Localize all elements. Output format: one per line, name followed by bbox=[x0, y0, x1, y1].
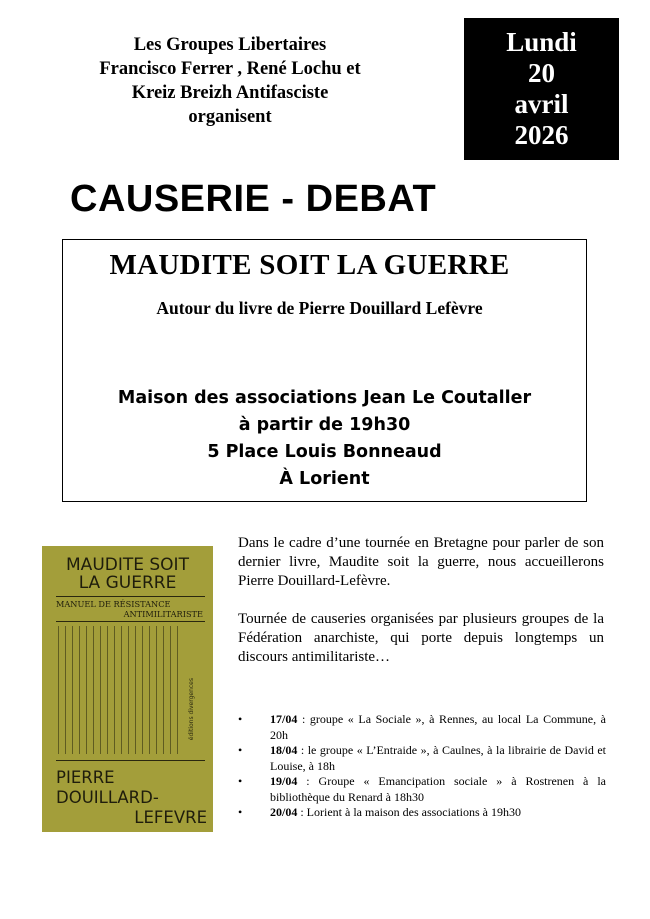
book-editor-label: éditions divergences bbox=[188, 678, 195, 741]
bullet-icon: • bbox=[238, 774, 243, 788]
bullet-icon: • bbox=[238, 743, 243, 757]
date-day: Lundi bbox=[506, 27, 577, 57]
tour-text: : Lorient à la maison des associations à 19h30 bbox=[297, 805, 521, 819]
book-title-line: LA GUERRE bbox=[78, 573, 177, 593]
book-cover-rule bbox=[56, 621, 205, 622]
date-number: 20 bbox=[528, 58, 555, 88]
tour-text: : le groupe « L’Entraide », à Caulnes, à la librairie de David et Louise, à 18h bbox=[270, 743, 606, 773]
description-paragraph: Dans le cadre d’une tournée en Bretagne pour parler de son dernier livre, Maudite soit la guerre, nous accueillerons Pierre Douillard-Lefèvre. bbox=[238, 535, 604, 589]
book-author-line: PIERRE bbox=[56, 768, 115, 787]
event-title: MAUDITE SOIT LA GUERRE bbox=[109, 249, 510, 281]
date-box bbox=[464, 18, 619, 160]
organizer-line: organisent bbox=[188, 107, 272, 127]
organizer-line: Francisco Ferrer , René Lochu et bbox=[99, 59, 361, 79]
organizer-line: Les Groupes Libertaires bbox=[133, 35, 327, 55]
event-subtitle: Autour du livre de Pierre Douillard Lefèvre bbox=[156, 298, 483, 318]
book-cover-author bbox=[56, 768, 207, 828]
bullet-icon: • bbox=[238, 805, 243, 819]
organizer-line: Kreiz Breizh Antifasciste bbox=[131, 83, 329, 103]
book-subtitle-line: ANTIMILITARISTE bbox=[123, 609, 203, 619]
tour-date: 17/04 bbox=[270, 712, 298, 726]
date-year: 2026 bbox=[514, 120, 569, 150]
tour-date: 18/04 bbox=[270, 743, 298, 757]
event-description bbox=[238, 534, 604, 667]
book-author-line: DOUILLARD- bbox=[56, 788, 159, 807]
book-title-line: MAUDITE SOIT bbox=[66, 555, 189, 575]
venue-name: Maison des associations Jean Le Coutaller bbox=[117, 388, 532, 408]
tour-text: : groupe « La Sociale », à Rennes, au local La Commune, à 20h bbox=[270, 712, 606, 742]
book-cover-rule bbox=[56, 596, 205, 597]
tour-text: : Groupe « Emancipation sociale » à Rostrenen à la bibliothèque du Renard à 18h30 bbox=[270, 774, 606, 804]
bullet-icon: • bbox=[238, 712, 243, 726]
venue-address: 5 Place Louis Bonneaud bbox=[207, 442, 442, 462]
event-info-box bbox=[62, 239, 587, 502]
organizers-block bbox=[40, 33, 420, 129]
list-item bbox=[238, 712, 606, 743]
description-paragraph: Tournée de causeries organisées par plusieurs groupes de la Fédération anarchiste, qui porte depuis longtemps un discours antimilitariste… bbox=[238, 611, 604, 665]
book-author-line: LEFEVRE bbox=[134, 808, 207, 827]
date-month: avril bbox=[514, 89, 569, 119]
list-item bbox=[238, 743, 606, 774]
venue-city: À Lorient bbox=[279, 469, 370, 489]
book-cover-image bbox=[42, 546, 213, 832]
list-item bbox=[238, 805, 606, 821]
book-cover-subtitle bbox=[56, 599, 203, 619]
venue-time: à partir de 19h30 bbox=[238, 415, 411, 435]
book-cover-vertical-text-texture bbox=[56, 626, 206, 754]
event-type-heading: CAUSERIE - DEBAT bbox=[70, 178, 437, 220]
tour-date: 19/04 bbox=[270, 774, 298, 788]
book-subtitle-line: MANUEL DE RÉSISTANCE bbox=[56, 599, 171, 609]
tour-date: 20/04 bbox=[270, 805, 298, 819]
book-cover-rule bbox=[56, 760, 205, 761]
tour-dates-list bbox=[238, 712, 606, 821]
book-cover-title bbox=[42, 556, 213, 592]
list-item bbox=[238, 774, 606, 805]
venue-block bbox=[63, 385, 586, 493]
